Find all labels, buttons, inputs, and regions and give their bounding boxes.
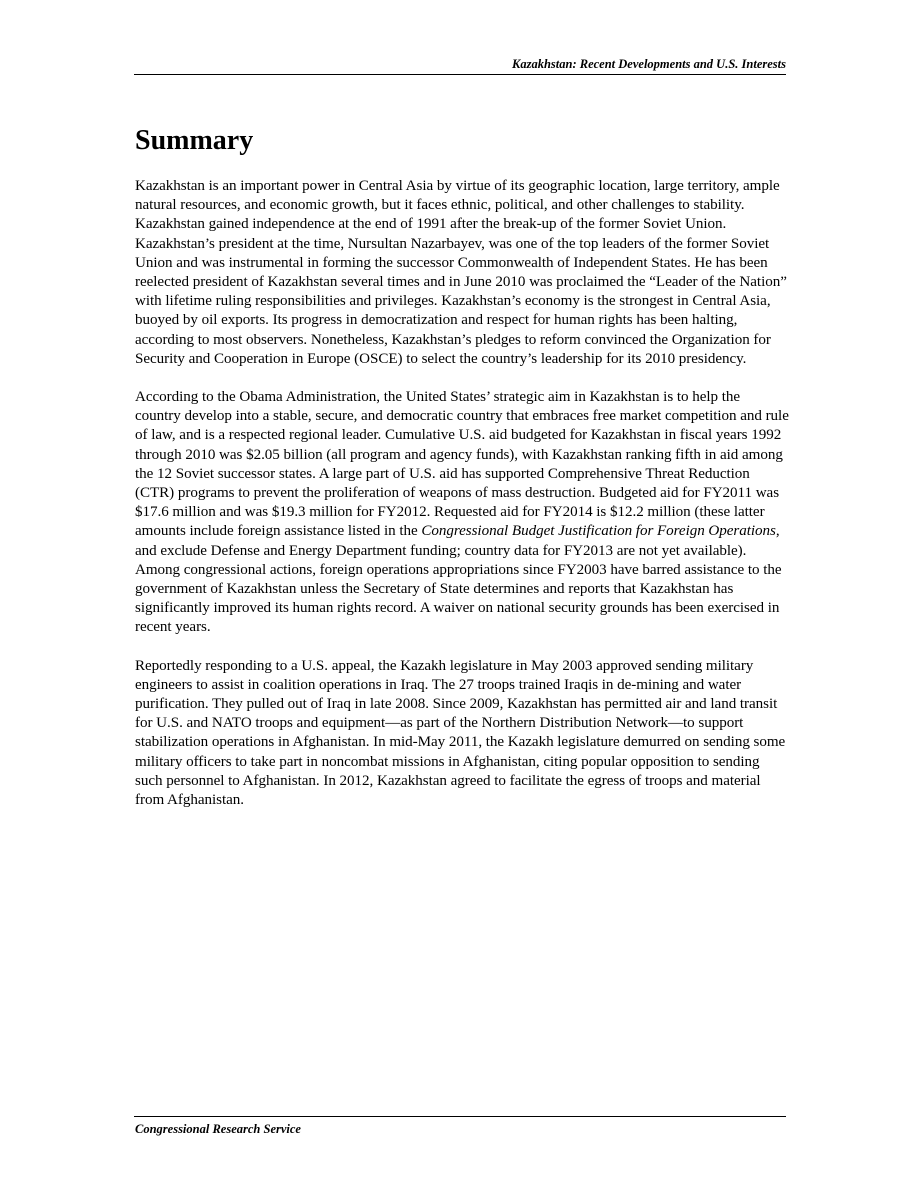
header-divider: [134, 74, 786, 75]
paragraph-military-cooperation: Reportedly responding to a U.S. appeal, the Kazakh legislature in May 2003 approved sending military engineers to assist in coalition operations in Iraq. The 27 troops trained Iraqis in de-mining and water purification. They pulled out of Iraq in late 2008. Since 2009, Kazakhstan has permitted air and land transit for U.S. and NATO troops and equipment—as part of the Northern Distribution Network—to support stabilization operations in Afghanistan. In mid-May 2011, the Kazakh legislature demurred on sending some military officers to take part in noncombat missions in Afghanistan, citing popular opposition to sending such personnel to Afghanistan. In 2012, Kazakhstan agreed to facilitate the egress of troops and material from Afghanistan.: [135, 657, 786, 809]
footer-divider: [134, 1116, 786, 1117]
paragraph-us-aid-text-start: According to the Obama Administration, the United States’ strategic aim in Kazakhstan is to help the country develop into a stable, secure, and democratic country that embraces free market competition and rule of law, and is a respected regional leader. Cumulative U.S. aid budgeted for Kazakhstan in fiscal years 1992 through 2010 was $2.05 billion (all program and agency funds), with Kazakhstan ranking fifth in aid among the 12 Soviet successor states. A large part of U.S. aid has supported Comprehensive Threat Reduction (CTR) programs to prevent the proliferation of weapons of mass destruction. Budgeted aid for FY2011 was $17.6 million and was $19.3 million for FY2012. Requested aid for FY2014 is $12.2 million (these latter amounts include foreign assistance listed in the: [135, 389, 789, 540]
section-title: Summary: [135, 125, 254, 156]
cited-publication-title: Congressional Budget Justification for Foreign Operations: [421, 523, 776, 540]
paragraph-us-aid: [135, 388, 789, 638]
paragraph-overview: Kazakhstan is an important power in Central Asia by virtue of its geographic location, large territory, ample natural resources, and economic growth, but it faces ethnic, political, and other challenges to stability. Kazakhstan gained independence at the end of 1991 after the break-up of the former Soviet Union. Kazakhstan’s president at the time, Nursultan Nazarbayev, was one of the top leaders of the former Soviet Union and was instrumental in forming the successor Commonwealth of Independent States. He has been reelected president of Kazakhstan several times and in June 2010 was proclaimed the “Leader of the Nation” with lifetime ruling responsibilities and privileges. Kazakhstan’s economy is the strongest in Central Asia, buoyed by oil exports. Its progress in democratization and respect for human rights has been halting, according to most observers. Nonetheless, Kazakhstan’s pledges to reform convinced the Organization for Security and Cooperation in Europe (OSCE) to select the country’s leadership for its 2010 presidency.: [135, 178, 787, 367]
summary-body: [135, 177, 789, 829]
running-footer: Congressional Research Service: [135, 1122, 301, 1136]
running-header: Kazakhstan: Recent Developments and U.S. Interests: [512, 57, 786, 71]
paragraph-us-aid-text-end: , and exclude Defense and Energy Department funding; country data for FY2013 are not yet available). Among congressional actions, foreign operations appropriations since FY2003 have barred assistance to the government of Kazakhstan unless the Secretary of State determines and reports that Kazakhstan has significantly improved its human rights record. A waiver on national security grounds has been exercised in recent years.: [135, 523, 782, 636]
